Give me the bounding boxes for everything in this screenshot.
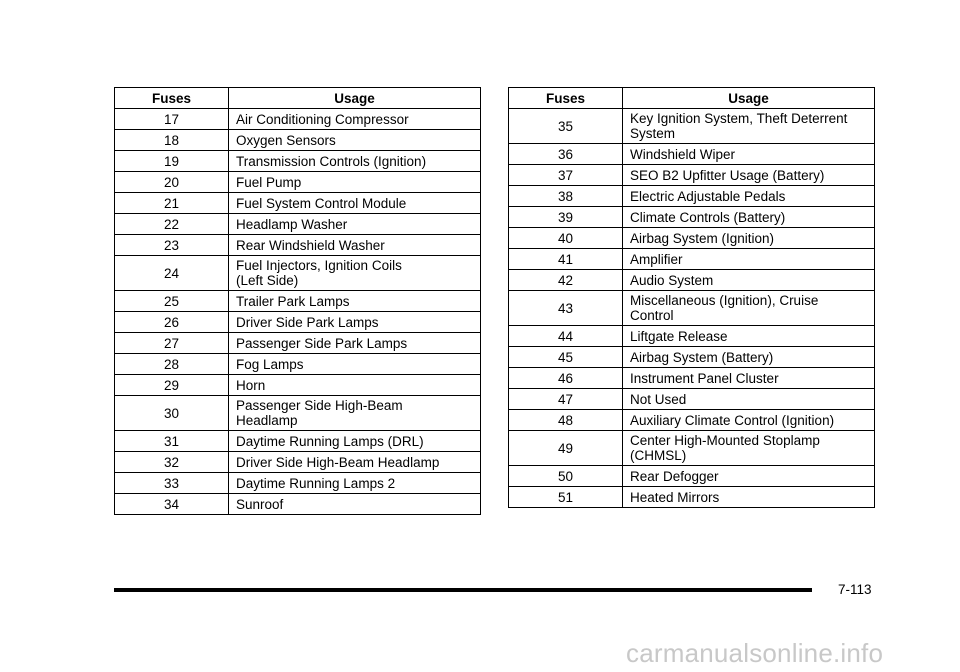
- table-row: [509, 270, 875, 291]
- fuse-number-cell: 51: [509, 487, 623, 508]
- table-row: [115, 473, 481, 494]
- fuse-number-cell: 20: [115, 172, 229, 193]
- usage-cell: Oxygen Sensors: [229, 130, 481, 151]
- fuse-number-cell: 35: [509, 109, 623, 144]
- table-row: [509, 228, 875, 249]
- usage-cell: Headlamp Washer: [229, 214, 481, 235]
- fuse-number-cell: 27: [115, 333, 229, 354]
- fuse-number-cell: 33: [115, 473, 229, 494]
- fuse-number-cell: 43: [509, 291, 623, 326]
- table-row: [509, 207, 875, 228]
- usage-cell: Fuel Injectors, Ignition Coils (Left Side): [229, 256, 481, 291]
- table-row: [509, 109, 875, 144]
- usage-cell: Climate Controls (Battery): [623, 207, 875, 228]
- usage-cell: Daytime Running Lamps (DRL): [229, 431, 481, 452]
- fuse-number-cell: 40: [509, 228, 623, 249]
- fuse-number-cell: 45: [509, 347, 623, 368]
- fuse-number-cell: 34: [115, 494, 229, 515]
- table-row: [115, 396, 481, 431]
- usage-cell: Daytime Running Lamps 2: [229, 473, 481, 494]
- usage-cell: SEO B2 Upfitter Usage (Battery): [623, 165, 875, 186]
- table-row: [509, 249, 875, 270]
- fuse-number-cell: 44: [509, 326, 623, 347]
- table-row: [115, 354, 481, 375]
- table-row: [115, 256, 481, 291]
- table-row: [115, 452, 481, 473]
- table-row: [509, 291, 875, 326]
- table-row: [115, 431, 481, 452]
- fuse-number-cell: 18: [115, 130, 229, 151]
- column-header-usage: Usage: [229, 88, 481, 109]
- usage-cell: Miscellaneous (Ignition), Cruise Control: [623, 291, 875, 326]
- table-row: [115, 214, 481, 235]
- table-row: [509, 389, 875, 410]
- fuse-number-cell: 37: [509, 165, 623, 186]
- usage-cell: Driver Side High-Beam Headlamp: [229, 452, 481, 473]
- fuse-number-cell: 48: [509, 410, 623, 431]
- table-row: [509, 186, 875, 207]
- table-row: [115, 172, 481, 193]
- usage-cell: Fuel System Control Module: [229, 193, 481, 214]
- fuse-number-cell: 19: [115, 151, 229, 172]
- usage-cell: Instrument Panel Cluster: [623, 368, 875, 389]
- usage-cell: Air Conditioning Compressor: [229, 109, 481, 130]
- table-row: [509, 326, 875, 347]
- table-row: [509, 466, 875, 487]
- fuse-number-cell: 36: [509, 144, 623, 165]
- fuse-number-cell: 21: [115, 193, 229, 214]
- fuse-number-cell: 22: [115, 214, 229, 235]
- table-row: [115, 151, 481, 172]
- fuse-number-cell: 46: [509, 368, 623, 389]
- table-row: [509, 368, 875, 389]
- table-row: [115, 130, 481, 151]
- fuse-number-cell: 47: [509, 389, 623, 410]
- fuse-number-cell: 28: [115, 354, 229, 375]
- table-row: [509, 165, 875, 186]
- fuse-number-cell: 39: [509, 207, 623, 228]
- column-header-usage: Usage: [623, 88, 875, 109]
- usage-cell: Center High-Mounted Stoplamp (CHMSL): [623, 431, 875, 466]
- table-row: [509, 487, 875, 508]
- usage-cell: Trailer Park Lamps: [229, 291, 481, 312]
- usage-cell: Horn: [229, 375, 481, 396]
- usage-cell: Passenger Side High-Beam Headlamp: [229, 396, 481, 431]
- fuse-number-cell: 32: [115, 452, 229, 473]
- usage-cell: Fuel Pump: [229, 172, 481, 193]
- usage-cell: Rear Defogger: [623, 466, 875, 487]
- footer-rule: [114, 588, 812, 592]
- fuse-number-cell: 25: [115, 291, 229, 312]
- usage-cell: Audio System: [623, 270, 875, 291]
- fuse-table-right: [508, 87, 875, 508]
- usage-cell: Passenger Side Park Lamps: [229, 333, 481, 354]
- column-header-fuses: Fuses: [115, 88, 229, 109]
- fuse-number-cell: 29: [115, 375, 229, 396]
- table-row: [509, 431, 875, 466]
- fuse-number-cell: 23: [115, 235, 229, 256]
- table-row: [115, 193, 481, 214]
- usage-cell: Driver Side Park Lamps: [229, 312, 481, 333]
- fuse-number-cell: 42: [509, 270, 623, 291]
- table-row: [509, 144, 875, 165]
- table-body: [115, 109, 481, 515]
- usage-cell: Auxiliary Climate Control (Ignition): [623, 410, 875, 431]
- table-body: [509, 109, 875, 508]
- fuse-number-cell: 41: [509, 249, 623, 270]
- fuse-number-cell: 49: [509, 431, 623, 466]
- usage-cell: Liftgate Release: [623, 326, 875, 347]
- usage-cell: Rear Windshield Washer: [229, 235, 481, 256]
- usage-cell: Airbag System (Battery): [623, 347, 875, 368]
- watermark: carmanualsonline.info: [626, 638, 884, 668]
- usage-cell: Amplifier: [623, 249, 875, 270]
- fuse-number-cell: 17: [115, 109, 229, 130]
- table-row: [115, 312, 481, 333]
- table-row: [115, 109, 481, 130]
- fuse-number-cell: 24: [115, 256, 229, 291]
- fuse-number-cell: 38: [509, 186, 623, 207]
- fuse-number-cell: 50: [509, 466, 623, 487]
- page-number: 7-113: [838, 582, 872, 597]
- usage-cell: Windshield Wiper: [623, 144, 875, 165]
- fuse-number-cell: 31: [115, 431, 229, 452]
- fuse-number-cell: 30: [115, 396, 229, 431]
- header-row: [115, 88, 481, 109]
- usage-cell: Airbag System (Ignition): [623, 228, 875, 249]
- usage-cell: Heated Mirrors: [623, 487, 875, 508]
- table-row: [509, 347, 875, 368]
- table-row: [115, 375, 481, 396]
- usage-cell: Electric Adjustable Pedals: [623, 186, 875, 207]
- column-header-fuses: Fuses: [509, 88, 623, 109]
- fuse-table-left: [114, 87, 481, 515]
- usage-cell: Key Ignition System, Theft Deterrent System: [623, 109, 875, 144]
- usage-cell: Sunroof: [229, 494, 481, 515]
- table-row: [115, 333, 481, 354]
- table-row: [115, 235, 481, 256]
- header-row: [509, 88, 875, 109]
- table-row: [509, 410, 875, 431]
- table-row: [115, 291, 481, 312]
- usage-cell: Not Used: [623, 389, 875, 410]
- usage-cell: Fog Lamps: [229, 354, 481, 375]
- fuse-number-cell: 26: [115, 312, 229, 333]
- table-row: [115, 494, 481, 515]
- usage-cell: Transmission Controls (Ignition): [229, 151, 481, 172]
